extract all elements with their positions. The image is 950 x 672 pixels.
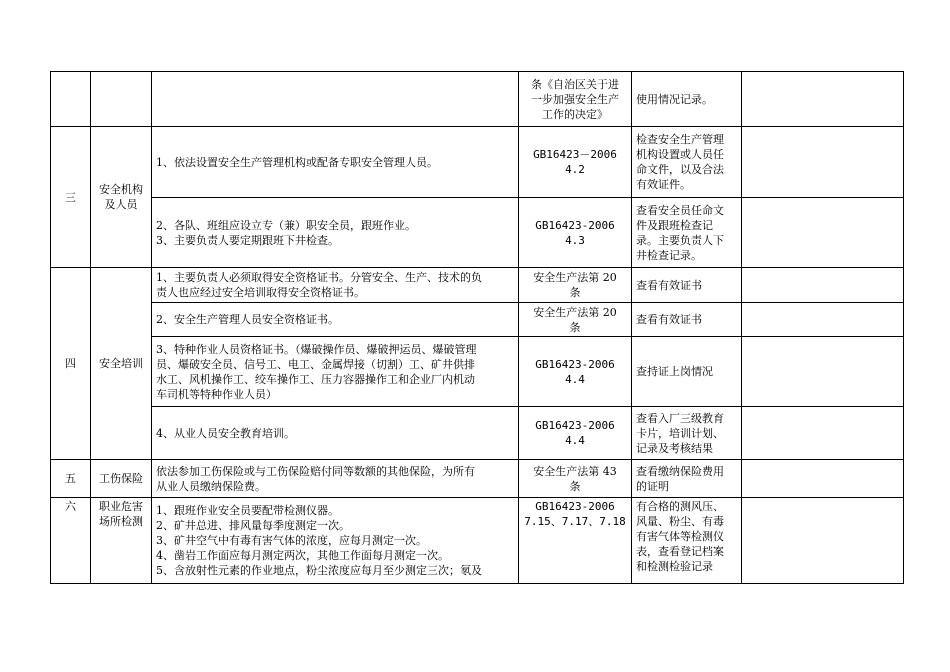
basis-line: GB16423-2006 (535, 500, 615, 513)
table-row (51, 268, 904, 303)
table-row (51, 303, 904, 337)
method-cell (632, 198, 742, 268)
basis-line: 4.4 (565, 434, 585, 447)
method-line: 使用情况记录。 (636, 92, 713, 106)
method-line: 命文件，以及合法 (636, 163, 724, 176)
section-number-cell: 六 (51, 498, 91, 584)
basis-line: 安全生产法第 20 (533, 271, 617, 284)
requirement-line: 5、含放射性元素的作业地点，粉尘浓度应每月至少测定三次；氡及 (156, 564, 482, 577)
method-cell (632, 268, 742, 303)
category-cell (91, 460, 152, 498)
basis-line: 安全生产法第 43 (533, 464, 617, 478)
requirement-cell (152, 72, 519, 127)
basis-line: 条 (569, 479, 581, 493)
method-cell (632, 407, 742, 460)
requirement-cell (152, 268, 519, 303)
requirement-line: 责人也应经过安全培训取得安全资格证书。 (156, 286, 365, 299)
requirement-line: 3、主要负责人要定期跟班下井检查。 (156, 233, 339, 247)
category-line: 安全机构 (99, 183, 143, 196)
category-line: 职业危害 (99, 500, 143, 513)
basis-line: GB16423－2006 (533, 148, 617, 161)
requirement-line: 水工、风机操作工、绞车操作工、压力容器操作工和企业厂内机动 (156, 372, 475, 386)
method-line: 风量、粉尘、有毒 (636, 515, 724, 528)
category-line: 场所检测 (99, 515, 143, 528)
method-line: 录。主要负责人下 (636, 233, 724, 247)
method-cell (632, 498, 742, 584)
remarks-cell (742, 268, 904, 303)
section-number-cell: 四 (51, 268, 91, 460)
method-line: 有合格的测风压、 (636, 500, 724, 513)
basis-line: 安全生产法第 20 (533, 305, 617, 319)
remarks-cell (742, 407, 904, 460)
basis-cell (519, 72, 632, 127)
requirement-line: 员、爆破安全员、信号工、电工、金属焊接（切割）工、矿井供排 (156, 357, 475, 371)
remarks-cell (742, 498, 904, 584)
table-row (51, 198, 904, 268)
category-cell (91, 127, 152, 268)
requirement-line: 2、各队、班组应设立专（兼）职安全员，跟班作业。 (156, 218, 416, 232)
basis-line: 4.3 (565, 233, 585, 247)
method-line: 机构设置或人员任 (636, 148, 724, 161)
method-cell (632, 460, 742, 498)
table-row (51, 460, 904, 498)
requirement-line: 依法参加工伤保险或与工伤保险赔付同等数额的其他保险，为所有 (156, 464, 475, 478)
basis-line: 一步加强安全生产 (531, 92, 619, 106)
remarks-cell (742, 127, 904, 198)
method-line: 井检查记录。 (636, 248, 702, 262)
basis-cell (519, 498, 632, 584)
basis-cell (519, 268, 632, 303)
requirement-cell (152, 337, 519, 407)
basis-line: GB16423-2006 (535, 218, 615, 232)
requirement-line: 1、跟班作业安全员要配带检测仪器。 (156, 504, 339, 517)
method-line: 有害气体等检测仪 (636, 530, 724, 543)
requirement-line: 车司机等特种作业人员） (156, 387, 277, 401)
basis-line: 条 (569, 320, 581, 334)
table-row (51, 127, 904, 198)
category-cell (91, 268, 152, 460)
method-line: 查看有效证书 (636, 278, 702, 292)
requirement-line: 4、凿岩工作面应每月测定两次，其他工作面每月测定一次。 (156, 549, 449, 562)
requirement-line: 从业人员缴纳保险费。 (156, 479, 266, 493)
basis-line: 工作的决定》 (542, 107, 608, 121)
category-cell (91, 498, 152, 584)
remarks-cell (742, 460, 904, 498)
basis-line: GB16423-2006 (535, 357, 615, 371)
requirement-line: 1、依法设置安全生产管理机构或配备专职安全管理人员。 (156, 155, 438, 169)
basis-cell (519, 303, 632, 337)
method-line: 查看缴纳保险费用 (636, 464, 724, 478)
method-cell (632, 72, 742, 127)
basis-line: 7.15、7.17、7.18 (524, 515, 626, 528)
remarks-cell (742, 72, 904, 127)
method-line: 查持证上岗情况 (636, 365, 713, 378)
requirement-line: 4、从业人员安全教育培训。 (156, 426, 295, 440)
method-cell (632, 303, 742, 337)
basis-line: 4.4 (565, 372, 585, 386)
basis-cell (519, 407, 632, 460)
table-row (51, 498, 904, 584)
requirement-line: 2、安全生产管理人员安全资格证书。 (156, 313, 339, 326)
method-line: 查看入厂三级教育 (636, 411, 724, 425)
method-line: 的证明 (636, 479, 669, 493)
requirement-cell (152, 127, 519, 198)
remarks-cell (742, 337, 904, 407)
remarks-cell (742, 198, 904, 268)
method-line: 检查安全生产管理 (636, 133, 724, 146)
basis-cell (519, 127, 632, 198)
inspection-table (50, 71, 904, 584)
requirement-line: 2、矿井总进、排风量每季度测定一次。 (156, 519, 350, 532)
method-cell (632, 127, 742, 198)
requirement-cell (152, 460, 519, 498)
basis-line: 条《自治区关于进 (531, 77, 619, 91)
requirement-cell (152, 303, 519, 337)
section-number-cell: 三 (51, 127, 91, 268)
basis-line: GB16423-2006 (535, 419, 615, 432)
category-cell (91, 72, 152, 127)
method-cell (632, 337, 742, 407)
category-line: 工伤保险 (99, 472, 143, 485)
category-line: 安全培训 (99, 357, 143, 370)
basis-line: 4.2 (565, 163, 585, 176)
basis-cell (519, 198, 632, 268)
table-row (51, 407, 904, 460)
method-line: 和检测检验记录 (636, 560, 713, 573)
basis-cell (519, 460, 632, 498)
method-line: 有效证件。 (636, 178, 691, 191)
requirement-line: 3、矿井空气中有毒有害气体的浓度，应每月测定一次。 (156, 534, 427, 547)
basis-line: 条 (569, 286, 581, 299)
method-line: 查看有效证书 (636, 313, 702, 326)
remarks-cell (742, 303, 904, 337)
requirement-cell (152, 407, 519, 460)
requirement-cell (152, 498, 519, 584)
method-line: 表，查看登记档案 (636, 545, 724, 558)
method-line: 查看安全员任命文 (636, 203, 724, 217)
section-number-cell (51, 72, 91, 127)
category-line: 及人员 (104, 198, 138, 211)
section-number-cell: 五 (51, 460, 91, 498)
table-row (51, 72, 904, 127)
table-row (51, 337, 904, 407)
method-line: 件及跟班检查记 (636, 218, 713, 232)
requirement-cell (152, 198, 519, 268)
method-line: 卡片，培训计划、 (636, 426, 724, 440)
requirement-line: 1、主要负责人必须取得安全资格证书。分管安全、生产、技术的负 (156, 271, 482, 284)
requirement-line: 3、特种作业人员资格证书。（爆破操作员、爆破押运员、爆破管理 (156, 342, 477, 356)
method-line: 记录及考核结果 (636, 441, 713, 455)
basis-cell (519, 337, 632, 407)
